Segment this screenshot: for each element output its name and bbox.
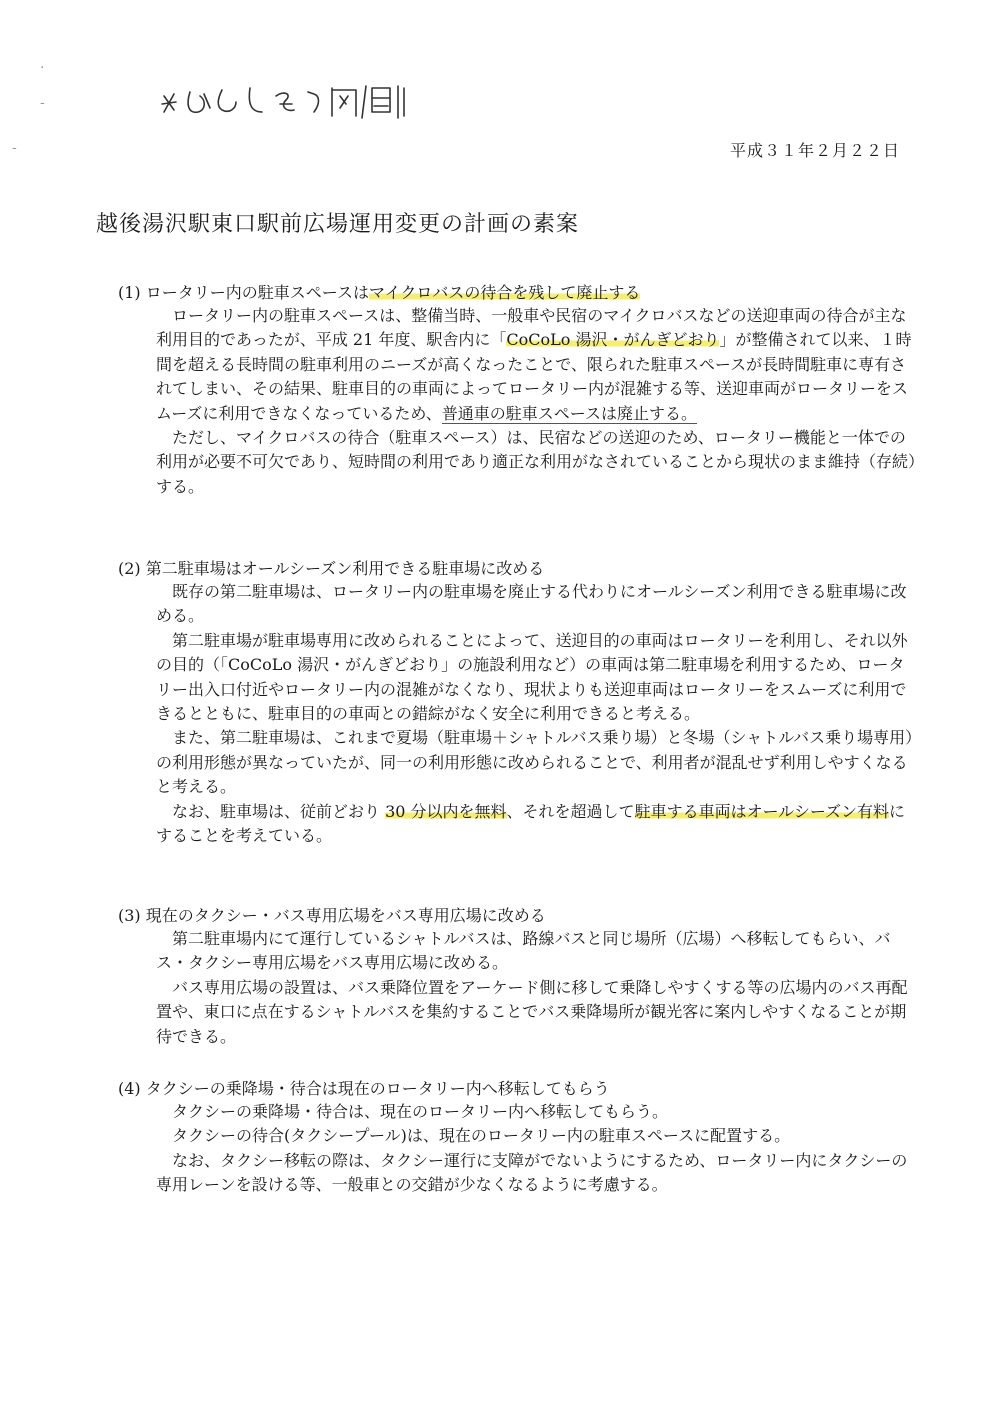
section-1-heading-text: ロータリー内の駐車スペースは xyxy=(145,283,369,302)
section-4-number: (4) xyxy=(118,1079,141,1098)
handwritten-note xyxy=(160,82,410,122)
section-2-heading xyxy=(118,558,918,580)
section-4-paragraph-1: タクシーの乗降場・待合は、現在のロータリー内へ移転してもらう。 xyxy=(172,1102,669,1121)
highlight: マイクロバスの待合を残して廃止する xyxy=(368,283,641,302)
section-4-paragraph-3: なお、タクシー移転の際は、タクシー運行に支障がでないようにするため、ロータリー内にタクシーの専用レーンを設ける等、一般車との交錯が少なくなるように考慮する。 xyxy=(156,1150,908,1195)
section-3-heading xyxy=(118,905,918,927)
section-2 xyxy=(118,558,918,848)
document-title: 越後湯沢駅東口駅前広場運用変更の計画の素案 xyxy=(96,212,580,237)
section-3-heading-text: 現在のタクシー・バス専用広場をバス専用広場に改める xyxy=(145,906,546,925)
scan-artifact: · xyxy=(40,60,45,76)
paragraph-text: なお、駐車場は、従前どおり xyxy=(172,801,386,821)
handwritten-note-drawing xyxy=(160,82,410,122)
section-2-heading-text: 第二駐車場はオールシーズン利用できる駐車場に改める xyxy=(145,559,545,578)
section-3-paragraph-2: バス専用広場の設置は、バス乗降位置をアーケード側に移して乗降しやすくする等の広場内のバス再配置や、東口に点在するシャトルバスを集約することでバス乗降場所が観光客に案内しやすくなることが期待できる。 xyxy=(156,977,908,1046)
highlight: CoCoLo 湯沢・がんぎどおり xyxy=(506,330,720,350)
section-3-paragraph-1: 第二駐車場内にて運行しているシャトルバスは、路線バスと同じ場所（広場）へ移転してもらい、バス・タクシー専用広場をバス専用広場に改める。 xyxy=(156,929,891,973)
section-2-paragraph-4 xyxy=(118,800,918,849)
section-1-paragraph-2: ただし、マイクロバスの待合（駐車スペース）は、民宿などの送迎のため、ロータリー機能と一体での利用が必要不可欠であり、短時間の利用であり適正な利用がなされていることから現状のまま維持（存続）する。 xyxy=(156,428,917,496)
section-2-paragraph-3: また、第二駐車場は、これまで夏場（駐車場＋シャトルバス乗り場）と冬場（シャトルバス乗り場専用）の利用形態が異なっていたが、同一の利用形態に改められることで、利用者が混乱せず利用しやすくなると考える。 xyxy=(156,728,914,797)
underline: 普通車の駐車スペースは廃止する。 xyxy=(441,403,697,423)
document-date: 平成３１年２月２２日 xyxy=(729,141,900,160)
section-1 xyxy=(118,282,918,499)
scan-artifact: - xyxy=(12,140,17,156)
paragraph-text: 、それを超過して xyxy=(506,801,635,821)
highlight: 30 分以内を無料 xyxy=(385,801,507,821)
section-4-paragraph-2: タクシーの待合(タクシープール)は、現在のロータリー内の駐車スペースに配置する。 xyxy=(172,1126,791,1146)
section-3-number: (3) xyxy=(118,906,141,925)
paragraph-text: 」が整備されて以来、１時間を超える長時間の駐車利用のニーズが高くなったことで、限られた駐車スペースが長時間駐車に専有されてしまい、その結果、駐車目的の車両によってロータリー内が混雑する等、送迎車両がロータリーをスムーズに利用できなくなっているため、 xyxy=(156,330,912,423)
paragraph-text: ロータリー内の駐車スペースは、整備当時、一般車や民宿のマイクロバスなどの送迎車両の待合が主な利用目的であったが、平成 21 年度、駅舎内に「 xyxy=(156,306,907,350)
section-2-paragraph-2: 第二駐車場が駐車場専用に改められることによって、送迎目的の車両はロータリーを利用し、それ以外の目的（「CoCoLo 湯沢・がんぎどおり」の施設利用など）の車両は第二駐車場を利用するため、ロータリー出入口付近やロータリー内の混雑がなくなり、現状よりも送迎車両はロータリーをスムーズに利用できるとともに、駐車目的の車両との錯綜がなく安全に利用できると考える。 xyxy=(156,630,908,724)
section-4-heading xyxy=(118,1078,918,1100)
section-4-heading-text: タクシーの乗降場・待合は現在のロータリー内へ移転してもらう xyxy=(145,1079,610,1098)
section-2-number: (2) xyxy=(118,559,141,578)
scan-artifact: - xyxy=(40,95,45,111)
section-4 xyxy=(118,1078,918,1198)
section-2-paragraph-1: 既存の第二駐車場は、ロータリー内の駐車場を廃止する代わりにオールシーズン利用できる駐車場に改める。 xyxy=(156,582,907,626)
section-3 xyxy=(118,905,918,1049)
section-1-number: (1) xyxy=(118,283,141,302)
section-1-heading xyxy=(118,282,918,304)
highlight: 駐車する車両はオールシーズン有料 xyxy=(634,801,890,821)
paragraph-text: にすることを考えている。 xyxy=(156,801,906,846)
section-1-paragraph-1 xyxy=(118,304,918,426)
